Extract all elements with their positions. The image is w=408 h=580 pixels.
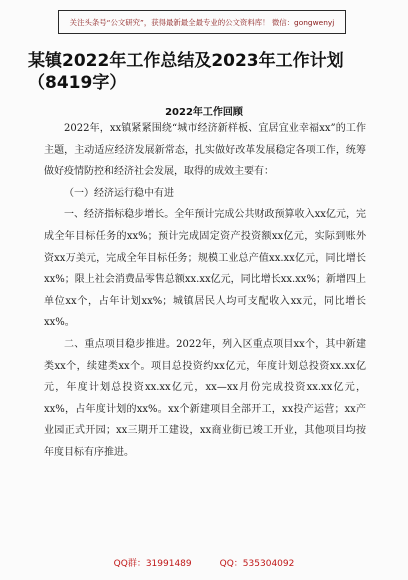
body-paragraph: 二、重点项目稳步推进。2022年，列入区重点项目xx个，其中新建类xx个，续建类xx个。项目总投资约xx亿元，年度计划总投资xx.xx亿元，年度计划总投资xx.xx亿元，xx—xx月份完成投资xx.xx亿元，xx%，占年度计划的xx%。xx个新建项目全部开工，xx投产运营；xx产业园正式开园；xx三期开工建设，xx商业街已竣工开业，其他项目均按年度目标有序推进。 xyxy=(44,338,366,458)
section-heading: （一）经济运行稳中有进 xyxy=(64,187,174,199)
document-body xyxy=(44,118,366,464)
intro-paragraph: 2022年，xx镇紧紧围绕“城市经济新样板、宜居宜业幸福xx”的工作主题，主动适应经济发展新常态，扎实做好改革发展稳定各项工作，统筹做好疫情防控和经济社会发展，取得的成效主要有： xyxy=(44,123,366,178)
body-paragraph: 一、经济指标稳步增长。全年预计完成公共财政预算收入xx亿元，完成全年目标任务的xx%；预计完成固定资产投资额xx亿元，实际到账外资xx万美元，完成全年目标任务；规模工业总产值xx.xx亿元，同比增长xx%；限上社会消费品零售总额xx.xx亿元，同比增长xx.xx%；新增四上单位xx个，占年计划xx%；城镇居民人均可支配收入xx元，同比增长xx%。 xyxy=(44,209,366,329)
section-subtitle: 2022年工作回顾 xyxy=(165,107,243,118)
qq-group-number: QQ群：31991489 xyxy=(113,559,192,569)
promo-banner: 关注头条号“公文研究”，获得最新最全最专业的公文资料库！ 微信：gongwenyj xyxy=(58,10,346,34)
footer-contact xyxy=(0,556,408,569)
document-title: 某镇2022年工作总结及2023年工作计划（8419字） xyxy=(28,51,344,93)
qq-number: QQ：535304092 xyxy=(219,559,295,569)
